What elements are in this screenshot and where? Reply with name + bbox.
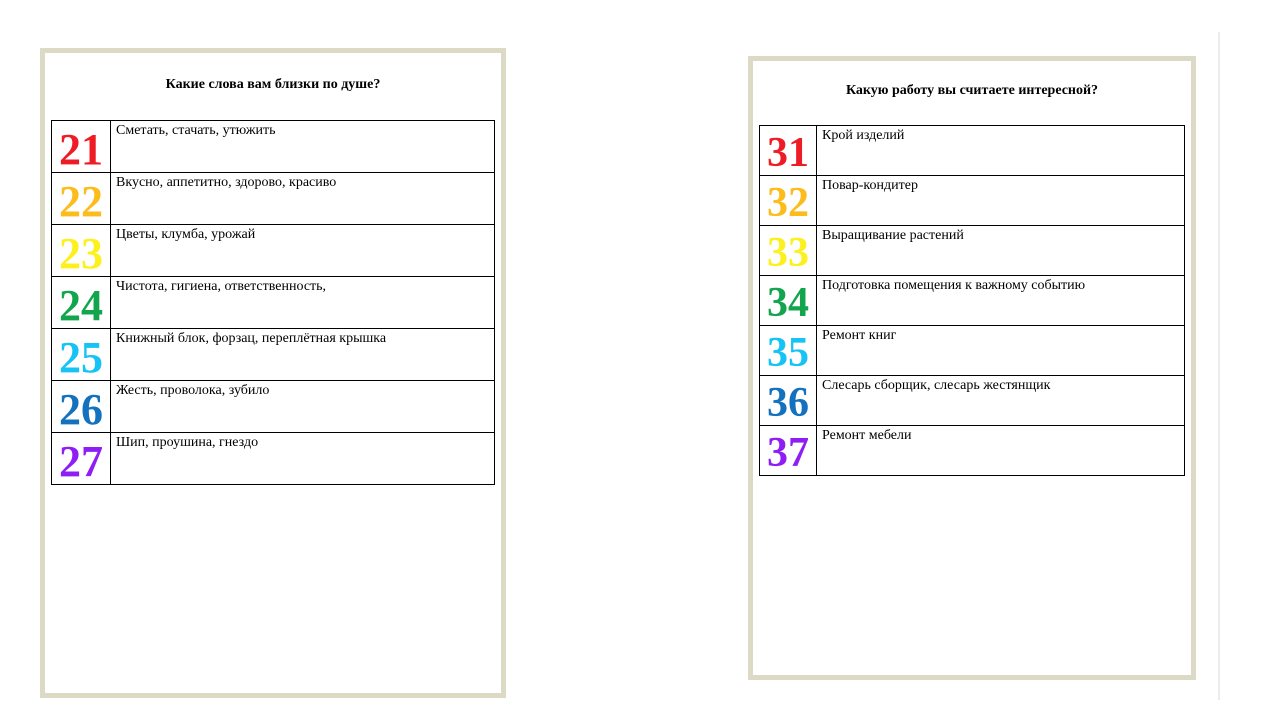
number-cell xyxy=(52,329,111,381)
table-row xyxy=(760,326,1185,376)
table-row xyxy=(52,433,495,485)
text-cell xyxy=(111,381,495,433)
left-sheet-title: Какие слова вам близки по душе? xyxy=(165,77,381,92)
option-text: Цветы, клумба, урожай xyxy=(116,227,256,242)
text-cell xyxy=(817,126,1185,176)
table-row xyxy=(760,276,1185,326)
table-row xyxy=(52,381,495,433)
text-cell xyxy=(111,121,495,173)
table-row xyxy=(760,126,1185,176)
table-row xyxy=(760,376,1185,426)
option-number: 33 xyxy=(767,230,809,276)
option-number: 21 xyxy=(59,125,103,174)
number-cell xyxy=(52,173,111,225)
text-cell xyxy=(817,426,1185,476)
option-number: 31 xyxy=(767,130,809,176)
page-edge-divider xyxy=(1218,32,1220,700)
text-cell xyxy=(817,226,1185,276)
option-text: Шип, проушина, гнездо xyxy=(116,435,259,450)
text-cell xyxy=(111,225,495,277)
table-row xyxy=(760,426,1185,476)
option-number: 24 xyxy=(59,281,103,330)
table-row xyxy=(52,173,495,225)
option-number: 36 xyxy=(767,380,809,426)
left-sheet xyxy=(40,48,506,698)
table-row xyxy=(52,225,495,277)
number-cell xyxy=(760,426,817,476)
text-cell xyxy=(111,173,495,225)
option-number: 37 xyxy=(767,430,809,476)
option-text: Повар-кондитер xyxy=(822,178,918,193)
text-cell xyxy=(817,326,1185,376)
option-text: Жесть, проволока, зубило xyxy=(116,383,270,398)
option-text: Ремонт мебели xyxy=(822,428,912,443)
right-sheet xyxy=(748,56,1196,680)
table-row xyxy=(760,176,1185,226)
number-cell xyxy=(760,176,817,226)
number-cell xyxy=(52,121,111,173)
table-row xyxy=(52,277,495,329)
option-text: Сметать, стачать, утюжить xyxy=(116,123,276,138)
table-row xyxy=(52,121,495,173)
text-cell xyxy=(111,277,495,329)
option-text: Выращивание растений xyxy=(822,228,964,243)
option-number: 27 xyxy=(59,437,103,486)
option-number: 34 xyxy=(767,280,809,326)
left-question-table xyxy=(51,120,495,485)
table-row xyxy=(760,226,1185,276)
text-cell xyxy=(817,376,1185,426)
text-cell xyxy=(817,276,1185,326)
option-text: Чистота, гигиена, ответственность, xyxy=(116,279,327,294)
option-number: 25 xyxy=(59,333,103,382)
number-cell xyxy=(760,326,817,376)
number-cell xyxy=(52,433,111,485)
number-cell xyxy=(760,276,817,326)
option-text: Вкусно, аппетитно, здорово, красиво xyxy=(116,175,337,190)
number-cell xyxy=(52,381,111,433)
option-text: Слесарь сборщик, слесарь жестянщик xyxy=(822,378,1051,393)
option-text: Подготовка помещения к важному событию xyxy=(822,278,1086,293)
option-number: 32 xyxy=(767,180,809,226)
text-cell xyxy=(817,176,1185,226)
option-number: 35 xyxy=(767,330,809,376)
number-cell xyxy=(52,225,111,277)
number-cell xyxy=(760,376,817,426)
number-cell xyxy=(52,277,111,329)
number-cell xyxy=(760,126,817,176)
option-text: Ремонт книг xyxy=(822,328,897,343)
option-number: 23 xyxy=(59,229,103,278)
right-question-table xyxy=(759,125,1185,476)
table-row xyxy=(52,329,495,381)
text-cell xyxy=(111,329,495,381)
number-cell xyxy=(760,226,817,276)
right-sheet-title: Какую работу вы считаете интересной? xyxy=(845,83,1099,98)
text-cell xyxy=(111,433,495,485)
option-number: 22 xyxy=(59,177,103,226)
option-text: Книжный блок, форзац, переплётная крышка xyxy=(116,331,387,346)
option-text: Крой изделий xyxy=(822,128,905,143)
option-number: 26 xyxy=(59,385,103,434)
